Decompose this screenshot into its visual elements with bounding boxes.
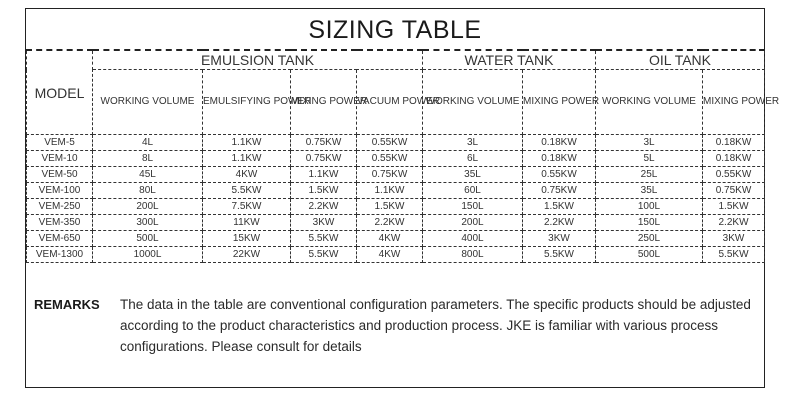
table-cell: 1.5KW — [291, 183, 357, 199]
table-cell: 150L — [596, 215, 703, 231]
table-cell: 1.1KW — [357, 183, 423, 199]
sub-header: EMULSIFYING POWER — [203, 70, 291, 135]
table-row — [27, 231, 765, 247]
table-row — [27, 167, 765, 183]
sub-header: MIXING POWER — [291, 70, 357, 135]
table-cell: 500L — [596, 247, 703, 263]
model-cell: VEM-250 — [27, 199, 93, 215]
sub-header: MIXING POWER — [703, 70, 765, 135]
table-cell: 80L — [93, 183, 203, 199]
table-cell: 1.1KW — [203, 151, 291, 167]
table-row — [27, 215, 765, 231]
table-cell: 800L — [423, 247, 523, 263]
table-cell: 22KW — [203, 247, 291, 263]
table-cell: 15KW — [203, 231, 291, 247]
remarks-text: The data in the table are conventional configuration parameters. The specific products should be adjusted according to the product characteristics and production process. JKE is familiar with various process configurations. Please consult for details — [120, 297, 751, 354]
sub-header: VACUUM POWER — [357, 70, 423, 135]
group-header-oil: OIL TANK — [596, 50, 765, 70]
table-row — [27, 199, 765, 215]
table-cell: 100L — [596, 199, 703, 215]
table-cell: 4KW — [203, 167, 291, 183]
table-cell: 0.55KW — [357, 135, 423, 151]
group-header-emulsion: EMULSION TANK — [93, 50, 423, 70]
table-cell: 5.5KW — [291, 231, 357, 247]
model-cell: VEM-10 — [27, 151, 93, 167]
table-cell: 11KW — [203, 215, 291, 231]
table-cell: 1.5KW — [703, 199, 765, 215]
table-cell: 3L — [596, 135, 703, 151]
model-cell: VEM-100 — [27, 183, 93, 199]
table-cell: 400L — [423, 231, 523, 247]
table-cell: 0.75KW — [357, 167, 423, 183]
table-cell: 200L — [93, 199, 203, 215]
sub-header: MIXING POWER — [523, 70, 596, 135]
table-cell: 3KW — [703, 231, 765, 247]
table-cell: 0.55KW — [523, 167, 596, 183]
table-cell: 150L — [423, 199, 523, 215]
sizing-table — [26, 49, 780, 263]
remarks-label: REMARKS — [34, 297, 100, 312]
table-cell: 0.75KW — [291, 135, 357, 151]
table-cell: 5.5KW — [203, 183, 291, 199]
table-cell: 2.2KW — [357, 215, 423, 231]
table-cell: 500L — [93, 231, 203, 247]
table-cell: 3L — [423, 135, 523, 151]
table-cell: 1.5KW — [357, 199, 423, 215]
table-row — [27, 183, 765, 199]
table-cell: 2.2KW — [291, 199, 357, 215]
table-cell: 2.2KW — [523, 215, 596, 231]
model-cell: VEM-350 — [27, 215, 93, 231]
table-cell: 5.5KW — [703, 247, 765, 263]
table-cell: 4KW — [357, 231, 423, 247]
table-cell: 250L — [596, 231, 703, 247]
table-cell: 7.5KW — [203, 199, 291, 215]
table-cell: 8L — [93, 151, 203, 167]
table-cell: 4KW — [357, 247, 423, 263]
table-cell: 3KW — [523, 231, 596, 247]
table-cell: 5.5KW — [291, 247, 357, 263]
table-cell: 200L — [423, 215, 523, 231]
table-cell: 35L — [596, 183, 703, 199]
table-cell: 25L — [596, 167, 703, 183]
table-row — [27, 135, 765, 151]
sub-header: WORKING VOLUME — [423, 70, 523, 135]
table-cell: 1.1KW — [291, 167, 357, 183]
table-cell: 45L — [93, 167, 203, 183]
sub-header: WORKING VOLUME — [596, 70, 703, 135]
table-cell: 6L — [423, 151, 523, 167]
table-cell: 5L — [596, 151, 703, 167]
page-title: SIZING TABLE — [308, 16, 482, 44]
sub-header: WORKING VOLUME — [93, 70, 203, 135]
table-cell: 300L — [93, 215, 203, 231]
table-cell: 2.2KW — [703, 215, 765, 231]
group-header-water: WATER TANK — [423, 50, 596, 70]
model-header: MODEL — [27, 50, 93, 135]
table-cell: 0.75KW — [703, 183, 765, 199]
table-cell: 35L — [423, 167, 523, 183]
table-cell: 1.5KW — [523, 199, 596, 215]
model-cell: VEM-50 — [27, 167, 93, 183]
table-cell: 3KW — [291, 215, 357, 231]
model-cell: VEM-5 — [27, 135, 93, 151]
table-cell: 0.55KW — [703, 167, 765, 183]
table-cell: 1000L — [93, 247, 203, 263]
table-cell: 0.18KW — [523, 135, 596, 151]
table-cell: 0.18KW — [703, 151, 765, 167]
table-cell: 1.1KW — [203, 135, 291, 151]
table-cell: 60L — [423, 183, 523, 199]
table-cell: 0.55KW — [357, 151, 423, 167]
table-cell: 5.5KW — [523, 247, 596, 263]
table-row — [27, 247, 765, 263]
table-cell: 0.18KW — [523, 151, 596, 167]
model-cell: VEM-1300 — [27, 247, 93, 263]
table-cell: 0.75KW — [291, 151, 357, 167]
table-cell: 0.75KW — [523, 183, 596, 199]
table-row — [27, 151, 765, 167]
model-cell: VEM-650 — [27, 231, 93, 247]
table-cell: 4L — [93, 135, 203, 151]
table-cell: 0.18KW — [703, 135, 765, 151]
sizing-table-frame — [25, 8, 780, 388]
